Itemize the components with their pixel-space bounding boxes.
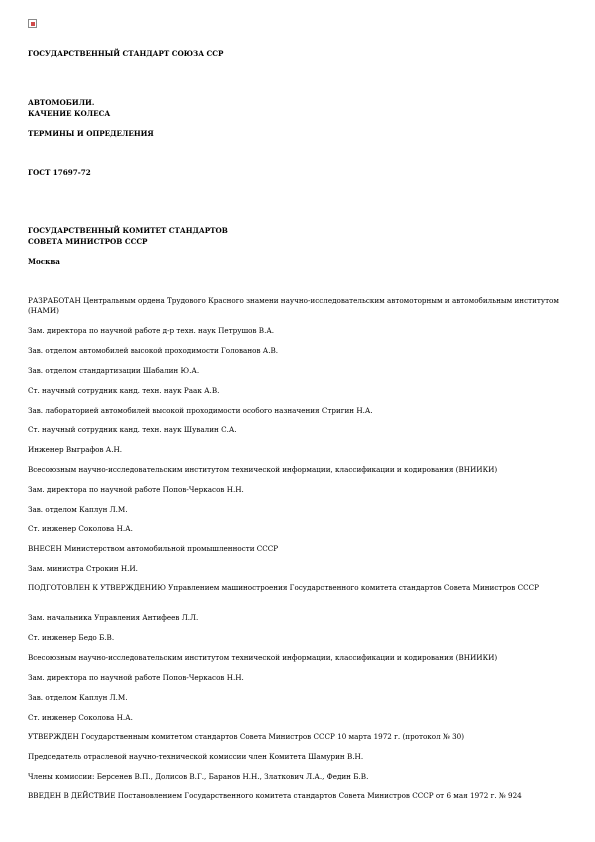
paragraph-person-10: Ст. инженер Соколова Н.А.	[28, 524, 133, 533]
paragraph-person-7: Инженер Выграфов А.Н.	[28, 445, 123, 454]
paragraph-person-11: Зам. министра Строкин Н.И.	[28, 564, 138, 573]
title-line-2: КАЧЕНИЕ КОЛЕСА	[28, 109, 111, 118]
paragraph-person-1: Зам. директора по научной работе д-р техн. наук Петрушов В.А.	[28, 326, 275, 335]
paragraph-commission-members: Члены комиссии: Берсенев В.П., Долисов В.Г., Баранов Н.Н., Златкович Л.А., Федин Б.В.	[28, 772, 369, 781]
paragraph-vniiki-2: Всесоюзным научно-исследовательским институтом технической информации, классификации и кодирования (ВНИИКИ)	[28, 653, 498, 662]
paragraph-person-5: Зав. лабораторией автомобилей высокой проходимости особого назначения Стригин Н.А.	[28, 406, 373, 415]
paragraph-person-13: Ст. инженер Бедо Б.В.	[28, 633, 115, 642]
title-line-3: ТЕРМИНЫ И ОПРЕДЕЛЕНИЯ	[28, 129, 154, 138]
paragraph-vniiki-1: Всесоюзным научно-исследовательским институтом технической информации, классификации и кодирования (ВНИИКИ)	[28, 465, 498, 474]
city: Москва	[28, 257, 60, 266]
paragraph-person-15: Зав. отделом Каплун Л.М.	[28, 693, 128, 702]
paragraph-prepared-by: ПОДГОТОВЛЕН К УТВЕРЖДЕНИЮ Управлением машиностроения Государственного комитета стандартов Совета Министров СССР	[28, 583, 539, 592]
paragraph-person-14: Зам. директора по научной работе Попов-Черкасов Н.Н.	[28, 673, 244, 682]
paragraph-person-9: Зав. отделом Каплун Л.М.	[28, 505, 128, 514]
title-line-1: АВТОМОБИЛИ.	[28, 98, 95, 107]
paragraph-commission-chair: Председатель отраслевой научно-технической комиссии член Комитета Шамурин В.Н.	[28, 752, 364, 761]
paragraph-developed-by: РАЗРАБОТАН Центральным ордена Трудового Красного знамени научно-исследовательским автомоторным и автомобильным институтом (НАМИ)	[28, 296, 559, 315]
state-org-heading: ГОСУДАРСТВЕННЫЙ СТАНДАРТ СОЮЗА ССР	[28, 49, 224, 58]
paragraph-person-4: Ст. научный сотрудник канд. техн. наук Раак А.В.	[28, 386, 220, 395]
paragraph-person-12: Зам. начальника Управления Антифеев Л.Л.	[28, 613, 199, 622]
paragraph-person-16: Ст. инженер Соколова Н.А.	[28, 713, 133, 722]
paragraph-person-6: Ст. научный сотрудник канд. техн. наук Шувалин С.А.	[28, 425, 237, 434]
paragraph-person-3: Зав. отделом стандартизации Шабалин Ю.А.	[28, 366, 200, 375]
paragraph-person-2: Зав. отделом автомобилей высокой проходимости Голованов А.В.	[28, 346, 279, 355]
committee-line-1: ГОСУДАРСТВЕННЫЙ КОМИТЕТ СТАНДАРТОВ	[28, 226, 228, 235]
standard-id: ГОСТ 17697-72	[28, 168, 91, 177]
paragraph-introduced-by: ВНЕСЕН Министерством автомобильной промышленности СССР	[28, 544, 279, 553]
broken-image-icon	[28, 19, 37, 28]
paragraph-enacted-by: ВВЕДЕН В ДЕЙСТВИЕ Постановлением Государственного комитета стандартов Совета Министров СССР от 6 мая 1972 г. № 924	[28, 791, 522, 800]
committee-line-2: СОВЕТА МИНИСТРОВ СССР	[28, 237, 148, 246]
paragraph-approved-by: УТВЕРЖДЕН Государственным комитетом стандартов Совета Министров СССР 10 марта 1972 г. (протокол № 30)	[28, 732, 465, 741]
paragraph-person-8: Зам. директора по научной работе Попов-Черкасов Н.Н.	[28, 485, 244, 494]
